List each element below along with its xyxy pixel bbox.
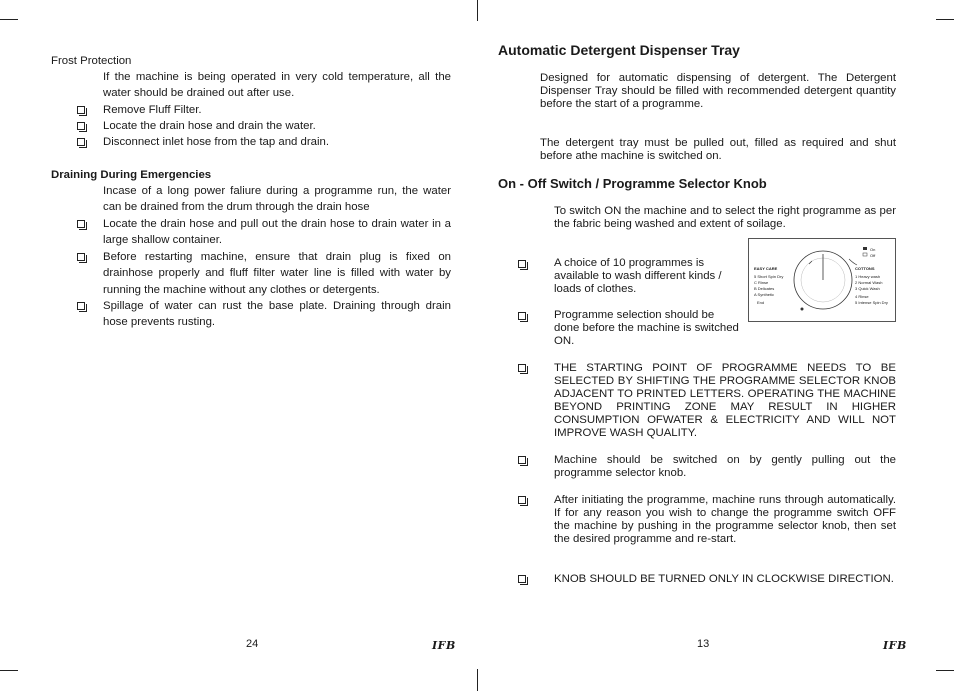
- bullet-icon: [518, 364, 526, 372]
- bullet-icon: [77, 220, 85, 228]
- cottons-item: 2 Normal Wash: [855, 280, 883, 285]
- bullet-icon: [77, 122, 85, 130]
- knob-bullet-2: Programme selection should be done before the machine is switched ON.: [554, 309, 739, 347]
- control-panel-illustration: [748, 238, 896, 322]
- crop-mark: [477, 0, 478, 21]
- heading-selector-knob: On - Off Switch / Programme Selector Knob: [498, 176, 767, 191]
- crop-mark: [0, 19, 18, 20]
- knob-bullet-3: THE STARTING POINT OF PROGRAMME NEEDS TO BE SELECTED BY SHIFTING THE PROGRAMME SELECTOR KNOB ADJACENT TO PRINTED LETTERS. OPERATING THE MACHINE BEYOND PRINTING ZONE MAY RESULT IN HIGHER CONSUMPTION OFWATER & ELECTRICITY AND WILL NOT IMPROVE WASH QUALITY.: [554, 362, 896, 439]
- bullet-icon: [77, 106, 85, 114]
- detergent-para-1: Designed for automatic dispensing of detergent. The Detergent Dispenser Tray should be filled with recommended detergent quantity before the start of a programme.: [540, 72, 896, 110]
- bullet-icon: [518, 260, 526, 268]
- draining-bullet-2: Before restarting machine, ensure that drain plug is fixed on drainhose properly and fluff filter water line is filled with water by running the machine without any clothes or detergents.: [103, 251, 451, 296]
- bullet-icon: [77, 138, 85, 146]
- bullet-icon: [518, 312, 526, 320]
- draining-bullet-1: Locate the drain hose and pull out the drain hose to drain water in a large shallow container.: [103, 218, 451, 247]
- off-label: Off: [870, 253, 876, 258]
- knob-para: To switch ON the machine and to select the right programme as per the fabric being washed and extent of soilage.: [554, 205, 896, 230]
- ifb-logo: IFB: [883, 639, 907, 652]
- easy-care-item: End: [757, 300, 765, 305]
- knob-bullet-6: KNOB SHOULD BE TURNED ONLY IN CLOCKWISE DIRECTION.: [554, 573, 894, 585]
- frost-bullet-3: Disconnect inlet hose from the tap and drain.: [103, 136, 330, 148]
- heading-detergent-tray: Automatic Detergent Dispenser Tray: [498, 42, 740, 58]
- draining-text: Incase of a long power faliure during a programme run, the water can be drained from the drum through the drain hose: [103, 185, 451, 214]
- ifb-logo: IFB: [432, 639, 456, 652]
- easy-care-item: B Delicates: [754, 286, 775, 291]
- knob-bullet-5: After initiating the programme, machine runs through automatically. If for any reason you wish to change the programme switch OFF the machine by pushing in the programme selector knob, then set the desired programme and re-start.: [554, 494, 896, 545]
- easy-care-item: 5 Short Spin Dry: [754, 274, 784, 279]
- frost-bullet-1: Remove Fluff Filter.: [103, 104, 202, 116]
- crop-mark: [936, 670, 954, 671]
- bullet-icon: [518, 575, 526, 583]
- frost-protection-text: If the machine is being operated in very cold temperature, all the water should be drained out after use.: [103, 71, 451, 100]
- draining-bullet-3: Spillage of water can rust the base plate. Draining through drain hose prevents rusting.: [103, 300, 451, 329]
- bullet-icon: [77, 302, 85, 310]
- easy-care-item: C Rinse: [754, 280, 769, 285]
- bullet-icon: [518, 456, 526, 464]
- page-number-left: 24: [246, 638, 259, 650]
- cottons-title: COTTONS: [855, 266, 875, 271]
- frost-protection-title: Frost Protection: [51, 55, 132, 67]
- cottons-item: 3 Quick Wash: [855, 286, 880, 291]
- knob-bullet-4: Machine should be switched on by gently pulling out the programme selector knob.: [554, 454, 896, 479]
- cottons-item: 1 Heavy wash: [855, 274, 881, 279]
- cottons-item: 5 Intense Spin Dry: [855, 300, 888, 305]
- bullet-icon: [518, 496, 526, 504]
- crop-mark: [0, 670, 18, 671]
- bullet-icon: [77, 253, 85, 261]
- easy-care-item: A Synthetic: [754, 292, 775, 297]
- frost-bullet-2: Locate the drain hose and drain the water.: [103, 120, 316, 132]
- draining-title: Draining During Emergencies: [51, 169, 212, 181]
- detergent-para-2: The detergent tray must be pulled out, filled as required and shut before athe machine is switched on.: [540, 137, 896, 162]
- cottons-item: 4 Rinse: [855, 294, 869, 299]
- page-number-right: 13: [697, 638, 710, 650]
- crop-mark: [477, 669, 478, 691]
- easy-care-title: EASY CARE: [754, 266, 778, 271]
- crop-mark: [936, 19, 954, 20]
- on-label: On: [870, 247, 876, 252]
- knob-bullet-1: A choice of 10 programmes is available to wash different kinds / loads of clothes.: [554, 257, 722, 295]
